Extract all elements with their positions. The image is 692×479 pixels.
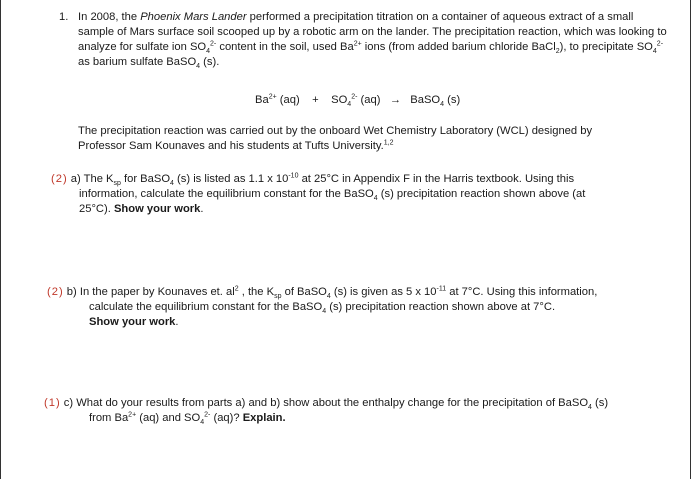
- question-b: (2) b) In the paper by Kounaves et. $al^2$ , the $K_{sp}$ of BaSO$_4$ (s) is given as 5 x $10^{-11}$ at 7°C. Using this information, calculate the equilibrium constant for the BaSO$_4$ (s) precipitation reaction shown above at 7°C. Show your work.: [47, 285, 598, 328]
- question-a: (2) a) The $K_{sp}$ for BaSO$_4$ (s) is listed as 1.1 x $10^{-10}$ at 25°C in Appendix F in the Harris textbook. Using this information, calculate the equilibrium constant for the BaSO$_4$ (s) precipitation reaction shown above (at 25°C). Show your work.: [51, 172, 586, 215]
- instruction-bold: Show your work: [89, 316, 176, 328]
- wcl-paragraph: The precipitation reaction was carried out by the onboard Wet Chemistry Laboratory (WCL) designed by Professor Sam Kounaves and his students at Tufts University.$^{1,2}$: [78, 125, 593, 152]
- instruction-bold: Explain.: [242, 412, 286, 424]
- lander-name: Phoenix Mars Lander: [140, 11, 247, 23]
- question-number: 1.: [59, 11, 69, 23]
- points-badge: (2): [51, 173, 68, 185]
- reference-marker: 1,2: [383, 139, 394, 147]
- points-badge: (1): [44, 397, 61, 409]
- question-1-text: In 2008, the Phoenix Mars Lander performed a precipitation titration on a container of aqueous extract of a small sample of Mars surface soil scooped up by a robotic arm on the lander. The precipitation reaction, which was looking to analyze for sulfate ion $SO_4^{2-}$ content in the soil, used $Ba^{2+}$ ions (from added barium chloride BaCl$_2$), to precipitate $SO_4^{2-}$ as barium sulfate BaSO$_4$ (s).: [78, 11, 667, 71]
- page-left-border: [0, 0, 1, 479]
- precipitation-equation: $Ba^{2+}$ (aq) + $SO_4^{2-}$ (aq) → BaSO$_4$ (s): [255, 93, 461, 109]
- instruction-bold: Show your work: [113, 203, 201, 215]
- question-c: (1) c) What do your results from parts a) and b) show about the enthalpy change for the precipitation of BaSO$_4$ (s) from $Ba^{2+}$ (aq) and $SO_4^{2-}$ (aq)? Explain.: [44, 397, 609, 427]
- question-1-intro: [59, 10, 667, 70]
- reaction-arrow: →: [389, 94, 401, 106]
- page-right-border: [690, 0, 691, 479]
- plus-sign: +: [312, 94, 319, 106]
- points-badge: (2): [47, 286, 64, 298]
